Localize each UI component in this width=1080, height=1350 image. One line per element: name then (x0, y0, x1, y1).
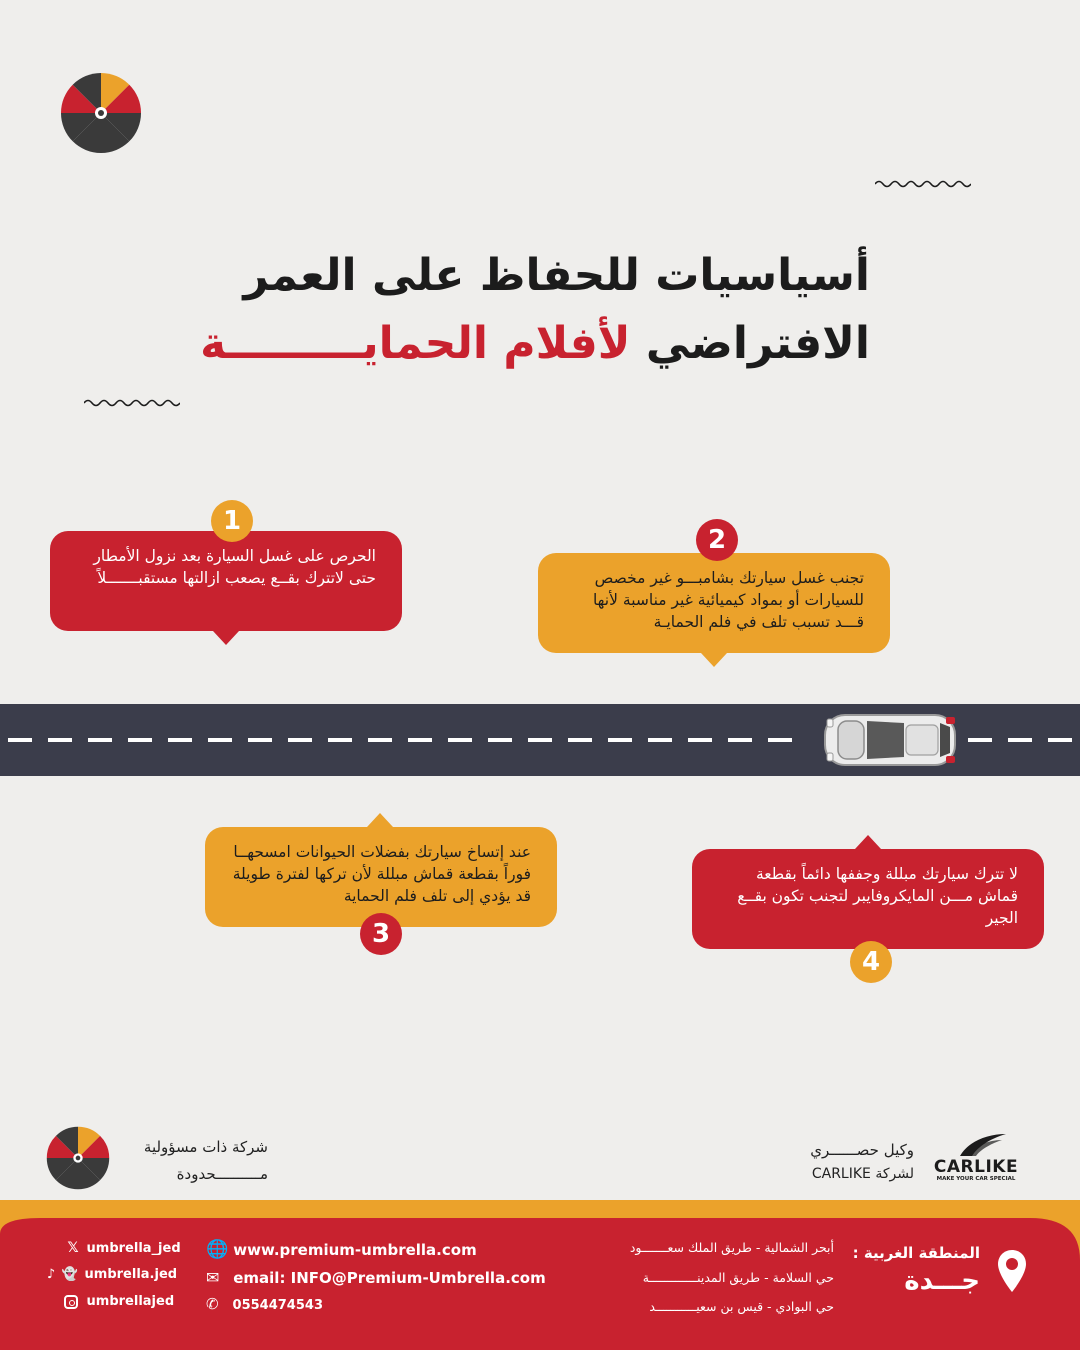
company-type-line1: شركة ذات مسؤولية (143, 1138, 268, 1156)
road-dash (448, 738, 472, 742)
road-dash (608, 738, 632, 742)
road-dash (968, 738, 992, 742)
page-title-accent: لأفلام الحمايـــــــــة (200, 318, 631, 369)
location-pin-icon (996, 1248, 1028, 1294)
x-icon: 𝕏 (67, 1240, 79, 1256)
tiktok-icon: ♪ (46, 1267, 56, 1282)
city-name: جـــدة (904, 1266, 980, 1296)
road-dash (768, 738, 792, 742)
road-dash (368, 738, 392, 742)
tip-4-pointer (855, 835, 881, 849)
social-x[interactable] (64, 1240, 181, 1256)
road-dash (1008, 738, 1032, 742)
road-dash (248, 738, 272, 742)
agent-line1: وكيل حصــــــري (810, 1141, 914, 1159)
road-dash (568, 738, 592, 742)
snapchat-icon: 👻 (61, 1267, 79, 1282)
road-dash (128, 738, 152, 742)
tip-3-bubble (205, 827, 557, 927)
region-label: المنطقة الغربية : (852, 1244, 980, 1262)
social-x-handle: umbrella_jed (86, 1241, 181, 1256)
tip-4-bubble (692, 849, 1044, 949)
road-dash (488, 738, 512, 742)
car-icon (822, 711, 960, 769)
road-dash (288, 738, 312, 742)
tip-3-pointer (367, 813, 393, 827)
social-instagram-handle: umbrellajed (86, 1294, 175, 1309)
phone-text: 0554474543 (232, 1298, 323, 1313)
phone-link[interactable] (206, 1295, 323, 1313)
whatsapp-icon: ✆ (206, 1295, 219, 1313)
decorative-squiggle-top (875, 178, 971, 190)
road-dash (1048, 738, 1072, 742)
instagram-icon (64, 1295, 78, 1309)
road-dash (328, 738, 352, 742)
address-1: أبحر الشمالية - طريق الملك سعـــــــود (629, 1240, 834, 1255)
social-instagram[interactable] (64, 1294, 174, 1309)
road-dash (728, 738, 752, 742)
carlike-swoosh-icon (958, 1132, 1008, 1158)
road-dash (648, 738, 672, 742)
company-type-line2: مــــــــــحدودة (176, 1165, 268, 1183)
tip-1-text: الحرص على غسل السيارة بعد نزول الأمطار حتى لاتترك بقــع يصعب ازالتها مستقبـــــــلاً (93, 547, 376, 587)
tip-3-number: 3 (360, 913, 402, 955)
tip-1-number: 1 (211, 500, 253, 542)
road-dash (88, 738, 112, 742)
umbrella-logo-small (46, 1126, 110, 1190)
address-2: حي السلامة - طريق المدينـــــــــــــة (642, 1270, 834, 1285)
road-dash (168, 738, 192, 742)
tip-2-bubble (538, 553, 890, 653)
carlike-brand: CARLIKE (933, 1157, 1019, 1177)
website-text: www.premium-umbrella.com (233, 1241, 477, 1259)
tip-4-number: 4 (850, 941, 892, 983)
page-title-prefix: الافتراضي (645, 318, 870, 369)
tip-2-text: تجنب غسل سيارتك بشامبـــو غير مخصص للسيارات أو بمواد كيميائية غير مناسبة لأنها قـــد تسبب تلف في فلم الحمايـة (592, 569, 864, 631)
page-title-line2 (200, 318, 870, 369)
agent-line2: لشركة CARLIKE (811, 1166, 914, 1182)
email-link[interactable] (206, 1268, 546, 1287)
tip-1-pointer (213, 631, 239, 645)
tip-3-text: عند إتساخ سيارتك بفضلات الحيوانات امسحهــا فوراً بقطعة قماش مبللة لأن تركها لفترة طويلة قد يؤدي إلى تلف فلم الحماية (232, 843, 531, 905)
social-tiktok-handle: umbrella.jed (84, 1267, 178, 1282)
umbrella-logo (60, 72, 142, 154)
tip-4-text: لا تترك سيارتك مبللة وجففها دائماً بقطعة قماش مـــن المايكروفايبر لتجنب تكون بقــع الجير (737, 865, 1018, 927)
email-text: email: INFO@Premium-Umbrella.com (233, 1269, 546, 1287)
page-title-line1: أسياسيات للحفاظ على العمر (243, 250, 870, 301)
road-dash (48, 738, 72, 742)
website-link[interactable] (206, 1239, 477, 1260)
tip-1-bubble (50, 531, 402, 631)
road-dash (208, 738, 232, 742)
road-dash (408, 738, 432, 742)
tip-2-number: 2 (696, 519, 738, 561)
decorative-squiggle-bottom (84, 397, 180, 409)
road-dash (688, 738, 712, 742)
road-dash (8, 738, 32, 742)
social-tiktok-snapchat[interactable] (42, 1267, 177, 1282)
carlike-tagline: MAKE YOUR CAR SPECIAL (936, 1176, 1016, 1182)
road-dash (528, 738, 552, 742)
address-3: حي البوادي - قيس بن سعيـــــــــــد (649, 1299, 834, 1314)
email-icon: ✉ (206, 1268, 220, 1287)
globe-icon: 🌐 (206, 1239, 229, 1260)
tip-2-pointer (701, 653, 727, 667)
